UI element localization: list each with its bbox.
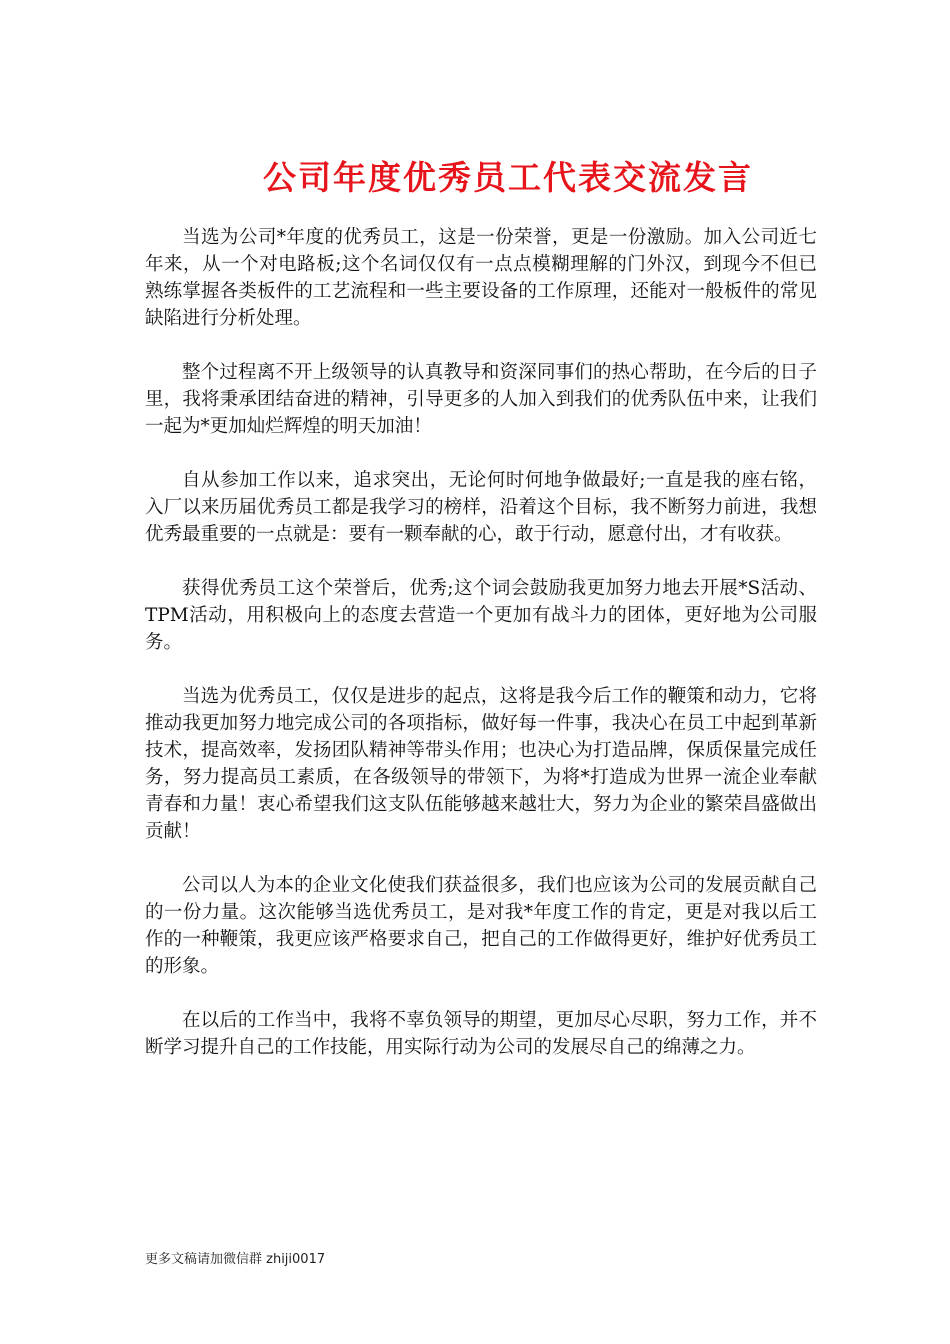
paragraph: 当选为公司*年度的优秀员工，这是一份荣誉，更是一份激励。加入公司近七年来，从一个对电路板;这个名词仅仅有一点点模糊理解的门外汉，到现今不但已熟练掌握各类板件的工艺流程和一些主要设备的工作原理，还能对一般板件的常见缺陷进行分析处理。 [145,227,817,329]
paragraph: 当选为优秀员工，仅仅是进步的起点，这将是我今后工作的鞭策和动力，它将推动我更加努力地完成公司的各项指标，做好每一件事，我决心在员工中起到革新技术，提高效率，发扬团队精神等带头作用；也决心为打造品牌，保质保量完成任务，努力提高员工素质，在各级领导的带领下，为将*打造成为世界一流企业奉献青春和力量！衷心希望我们这支队伍能够越来越壮大，努力为企业的繁荣昌盛做出贡献！ [145,686,817,842]
footer-note: 更多文稿请加微信群 zhiji0017 [145,1252,326,1267]
paragraph: 获得优秀员工这个荣誉后，优秀;这个词会鼓励我更加努力地去开展*S活动、TPM活动，用积极向上的态度去营造一个更加有战斗力的团体，更好地为公司服务。 [145,578,817,653]
paragraph: 整个过程离不开上级领导的认真教导和资深同事们的热心帮助，在今后的日子里，我将秉承团结奋进的精神，引导更多的人加入到我们的优秀队伍中来，让我们一起为*更加灿烂辉煌的明天加油！ [145,362,817,437]
paragraph: 公司以人为本的企业文化使我们获益很多，我们也应该为公司的发展贡献自己的一份力量。这次能够当选优秀员工，是对我*年度工作的肯定，更是对我以后工作的一种鞭策，我更应该严格要求自己，把自己的工作做得更好，维护好优秀员工的形象。 [145,875,817,977]
document-title: 公司年度优秀员工代表交流发言 [263,158,753,197]
paragraph: 在以后的工作当中，我将不辜负领导的期望，更加尽心尽职，努力工作，并不断学习提升自己的工作技能，用实际行动为公司的发展尽自己的绵薄之力。 [145,1010,817,1058]
document-body [145,224,817,1088]
paragraph: 自从参加工作以来，追求突出，无论何时何地争做最好;一直是我的座右铭，入厂以来历届优秀员工都是我学习的榜样，沿着这个目标，我不断努力前进，我想优秀最重要的一点就是：要有一颗奉献的心，敢于行动，愿意付出，才有收获。 [145,470,817,545]
